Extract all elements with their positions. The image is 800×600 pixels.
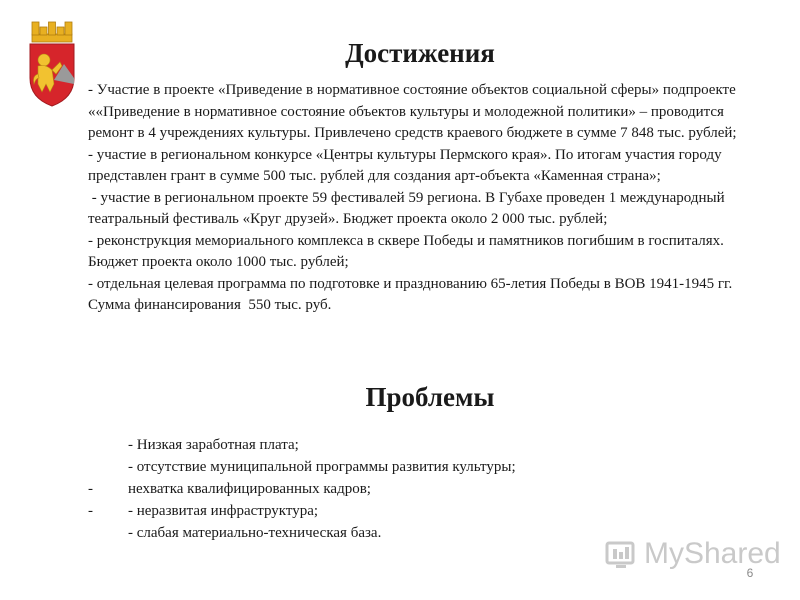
page-number: 6: [746, 566, 754, 580]
achievement-item: - участие в региональном конкурсе «Центры культуры Пермского края». По итогам участия городу представлен грант в сумме 500 тыс. рублей для создания арт-объекта «Каменная страна»;: [88, 146, 722, 184]
achievement-item: - реконструкция мемориального комплекса в сквере Победы и памятников погибшим в госпиталях. Бюджет проекта около 1000 тыс. рублей;: [88, 232, 724, 270]
list-item-text: - Низкая заработная плата;: [128, 437, 299, 453]
watermark-brand: MyShared: [644, 537, 781, 570]
list-item-text: - неразвитая инфраструктура;: [128, 503, 319, 519]
list-item-text: нехватка квалифицированных кадров;: [128, 481, 371, 497]
list-item-text: - слабая материально-техническая база.: [128, 525, 382, 541]
myshared-logo-icon: [604, 537, 638, 571]
page-title-achievements: Достижения: [345, 38, 495, 68]
list-item-text: - отсутствие муниципальной программы развития культуры;: [128, 459, 516, 475]
page-title-problems: Проблемы: [365, 382, 495, 412]
achievement-item: - Участие в проекте «Приведение в нормативное состояние объектов социальной сферы» подпроекте ««Приведение в нормативное состояние объектов культуры и молодежной политики» – проводится ремонт в 4 учреждениях культуры. Привлечено средств краевого бюджете в сумме 7 848 тыс. рублей;: [88, 82, 737, 141]
list-item: [88, 522, 648, 544]
list-item: [88, 478, 648, 500]
list-marker: [88, 434, 128, 456]
achievements-text: [88, 80, 760, 317]
list-marker: [88, 522, 128, 544]
problems-list: [88, 434, 648, 544]
achievement-item: - участие в региональном проекте 59 фестивалей 59 региона. В Губахе проведен 1 международный театральный фестиваль «Круг друзей». Бюджет проекта около 2 000 тыс. рублей;: [88, 189, 729, 227]
list-marker: -: [88, 503, 93, 519]
list-item: [88, 434, 648, 456]
list-item: [88, 500, 648, 522]
list-marker: -: [88, 481, 93, 497]
list-marker: [88, 456, 128, 478]
achievement-item: - отдельная целевая программа по подготовке и празднованию 65-летия Победы в ВОВ 1941-1945 гг. Сумма финансирования 550 тыс. руб.: [88, 275, 737, 313]
list-item: [88, 456, 648, 478]
